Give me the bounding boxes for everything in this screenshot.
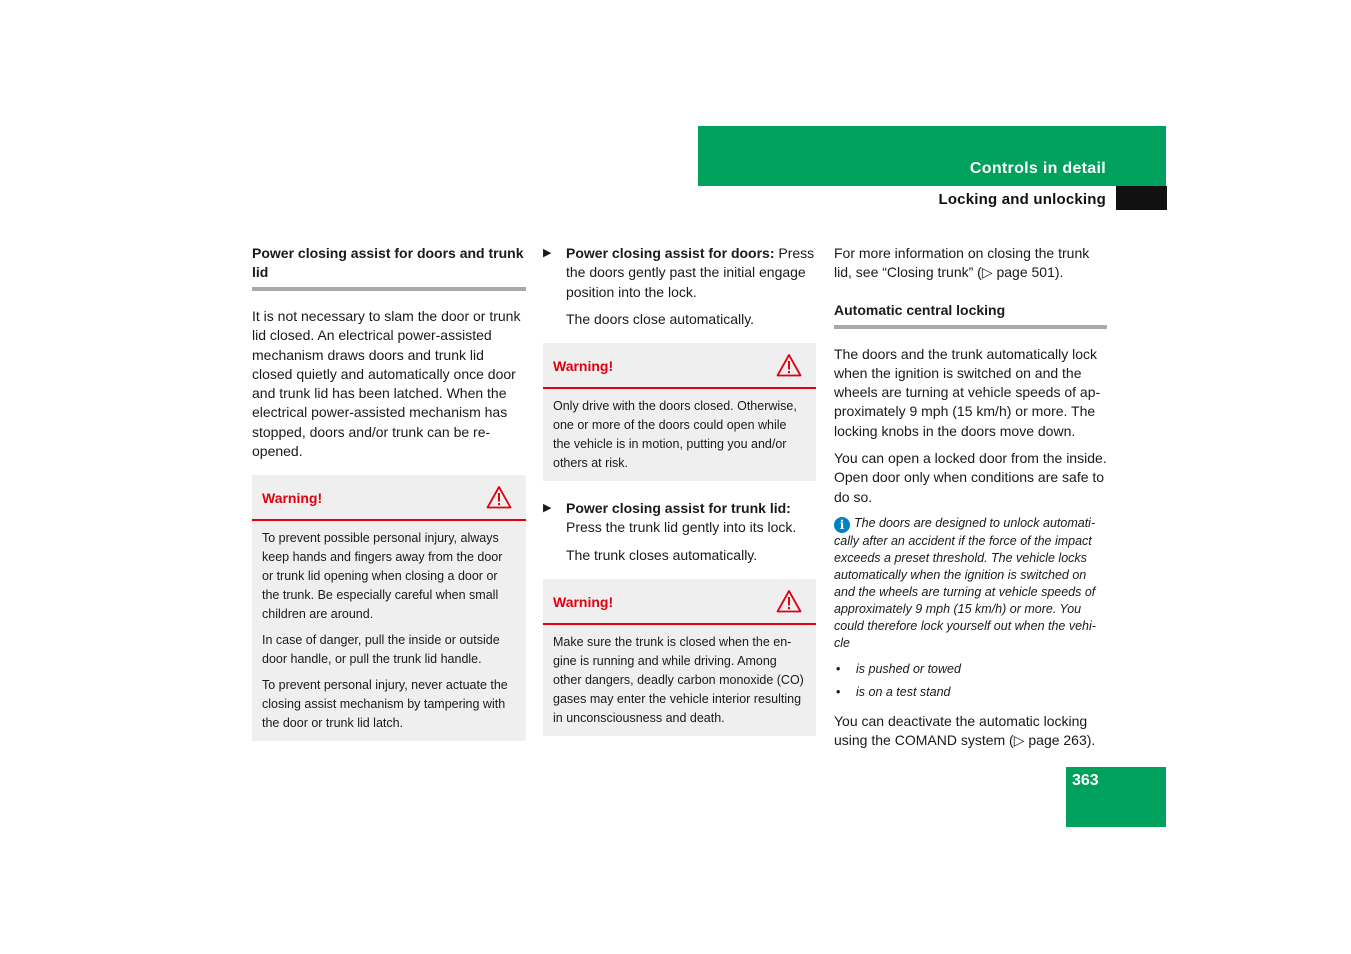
page-number: 363 bbox=[1072, 772, 1099, 789]
warning-triangle-icon bbox=[776, 589, 802, 613]
warning-header bbox=[543, 343, 816, 389]
warning-paragraph: In case of danger, pull the inside or outside door handle, or pull the trunk lid handle. bbox=[262, 633, 500, 667]
info-text: The doors are designed to unlock automatically after an accident if the force of the impact exceeds a preset threshold. The vehicle locks automatically when the ignition is switched on and the wheels are turning at vehicle speeds of approximately 9 mph (15 km/h) or more. You could therefore lock yourself out when the vehicle bbox=[834, 515, 1096, 650]
list-item: • is on a test stand bbox=[836, 684, 951, 699]
warning-paragraph: Only drive with the doors closed. Otherwise, one or more of the doors could open while the vehicle is in motion, putting you and/or others at risk. bbox=[553, 399, 797, 471]
more-info-paragraph: For more information on closing the trunk lid, see “Closing trunk” (▷ page 501). bbox=[834, 245, 1090, 281]
warning-title: Warning! bbox=[262, 490, 323, 507]
warning-body bbox=[252, 521, 526, 741]
warning-paragraph: Make sure the trunk is closed when the engine is running and while driving. Among other dangers, deadly carbon monoxide (CO) gases may enter the vehicle interior resulting in unconsciousness and death. bbox=[553, 635, 804, 726]
warning-box-1 bbox=[252, 475, 526, 741]
column-3 bbox=[834, 244, 1107, 759]
warning-title: Warning! bbox=[553, 358, 614, 375]
step-result: The trunk closes automatically. bbox=[566, 546, 758, 563]
info-icon: i bbox=[834, 517, 850, 533]
info-note bbox=[834, 515, 1107, 652]
warning-title: Warning! bbox=[553, 594, 614, 611]
column-2 bbox=[543, 244, 816, 754]
step-text: Press the doors gently past the initial engage position into the lock. bbox=[566, 245, 815, 300]
open-door-paragraph: You can open a locked door from the inside. Open door only when conditions are safe to do so. bbox=[834, 450, 1107, 505]
deactivate-paragraph: You can deactivate the automatic locking using the COMAND system (▷ page 263). bbox=[834, 712, 1096, 749]
warning-box-2 bbox=[543, 343, 816, 481]
step-trunk bbox=[543, 499, 816, 538]
list-item: • is pushed or towed bbox=[836, 661, 961, 676]
warning-body bbox=[543, 625, 816, 736]
heading-power-closing: Power closing assist for doors and trunk lid bbox=[252, 244, 526, 291]
heading-auto-locking: Automatic central locking bbox=[834, 301, 1107, 329]
warning-paragraph: To prevent personal injury, never actuate the closing assist mechanism by tampering with the door or trunk lid latch. bbox=[262, 678, 508, 731]
step-label: Power closing assist for trunk lid: bbox=[566, 500, 791, 517]
column-1 bbox=[252, 244, 526, 759]
header-marker bbox=[1116, 186, 1167, 210]
warning-triangle-icon bbox=[776, 353, 802, 377]
step-arrow-icon: ▶ bbox=[543, 502, 552, 515]
warning-box-3 bbox=[543, 579, 816, 736]
step-result: The doors close automatically. bbox=[566, 310, 755, 327]
section-title: Controls in detail bbox=[969, 160, 1106, 177]
warning-body bbox=[543, 389, 816, 481]
step-arrow-icon: ▶ bbox=[543, 247, 552, 259]
subsection-title: Locking and unlocking bbox=[938, 191, 1106, 208]
auto-lock-paragraph: The doors and the trunk automatically lock when the ignition is switched on and the wheels are turning at vehicle speeds of approximately 9 mph (15 km/h) or more. The locking knobs in the doors move down. bbox=[834, 345, 1101, 439]
warning-paragraph: To prevent possible personal injury, always keep hands and fingers away from the door or trunk lid opening when closing a door or the trunk. Be especially careful when small children are around. bbox=[262, 531, 503, 622]
step-doors bbox=[543, 244, 816, 302]
warning-header bbox=[543, 579, 816, 625]
bullet-list bbox=[834, 658, 1107, 704]
warning-header bbox=[252, 475, 526, 521]
step-label: Power closing assist for doors: bbox=[566, 245, 775, 261]
warning-triangle-icon bbox=[486, 485, 512, 509]
intro-paragraph: It is not necessary to slam the door or trunk lid closed. An electrical power-assisted mechanism draws doors and trunk lid closed quietly and automatically once door and trunk lid has been latched. When the electrical power-assisted mechanism has stopped, doors and/or trunk can be re-opened. bbox=[252, 308, 521, 460]
step-text: Press the trunk lid gently into its lock. bbox=[566, 519, 797, 536]
